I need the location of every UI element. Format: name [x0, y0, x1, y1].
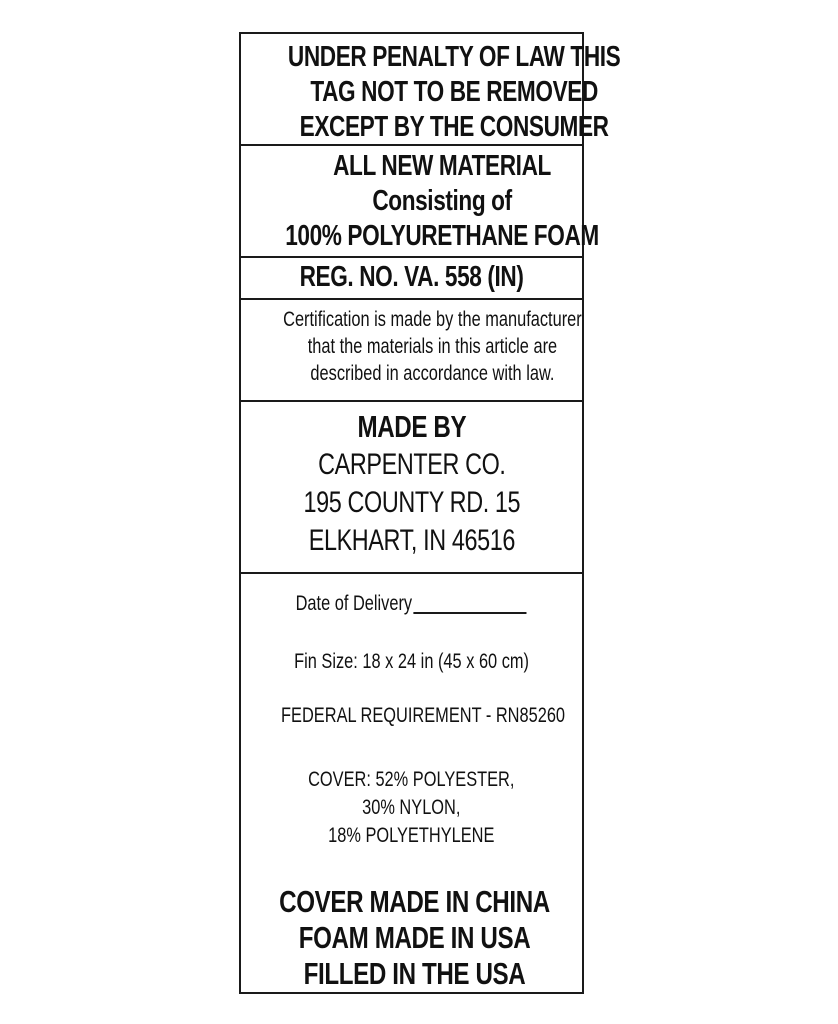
material-line-2: Consisting of [372, 185, 512, 217]
date-of-delivery-label: Date of Delivery [295, 592, 413, 615]
cover-line-2: 30% NYLON, [362, 796, 461, 819]
cover-line-3: 18% POLYETHYLENE [328, 824, 495, 847]
manufacturer-block [303, 402, 520, 560]
penalty-notice-section [241, 34, 621, 146]
cover-composition [241, 766, 582, 850]
manufacturer-city: ELKHART, IN 46516 [308, 524, 515, 557]
registration-number: REG. NO. VA. 558 (IN) [299, 261, 524, 293]
manufacturer-section [241, 402, 582, 574]
origin-block [279, 884, 550, 992]
federal-requirement: FEDERAL REQUIREMENT - RN85260 [281, 704, 566, 727]
federal-requirement-row [241, 702, 582, 730]
certification-section [241, 300, 582, 402]
date-of-delivery-row [241, 590, 582, 618]
origin-line-2: FOAM MADE IN USA [298, 920, 531, 955]
date-of-delivery-blank [414, 592, 527, 614]
material-section [241, 146, 599, 258]
material-line-1: ALL NEW MATERIAL [333, 150, 551, 182]
date-of-delivery-field [296, 590, 527, 618]
law-tag [239, 32, 621, 994]
material-content [285, 146, 599, 254]
details-section [241, 574, 582, 994]
origin-statement [241, 884, 582, 992]
registration-section [241, 258, 582, 300]
certification-text [283, 300, 582, 387]
penalty-line-3: EXCEPT BY THE CONSUMER [299, 111, 609, 143]
fin-size-row [241, 648, 582, 676]
manufacturer-street: 195 COUNTY RD. 15 [303, 486, 520, 519]
penalty-notice [288, 34, 620, 145]
fin-size: Fin Size: 18 x 24 in (45 x 60 cm) [294, 650, 529, 673]
certification-line-2: that the materials in this article are [307, 335, 558, 358]
made-by-title: MADE BY [357, 409, 466, 444]
material-line-3: 100% POLYURETHANE FOAM [285, 220, 599, 252]
cover-line-1: COVER: 52% POLYESTER, [308, 768, 515, 791]
manufacturer-name: CARPENTER CO. [317, 448, 506, 481]
penalty-line-2: TAG NOT TO BE REMOVED [310, 76, 598, 108]
cover-composition-block [308, 766, 514, 850]
origin-line-1: COVER MADE IN CHINA [279, 884, 550, 919]
certification-line-1: Certification is made by the manufacturer [283, 308, 582, 331]
origin-line-3: FILLED IN THE USA [303, 956, 526, 991]
penalty-line-1: UNDER PENALTY OF LAW THIS [287, 41, 621, 73]
certification-line-3: described in accordance with law. [310, 362, 555, 385]
